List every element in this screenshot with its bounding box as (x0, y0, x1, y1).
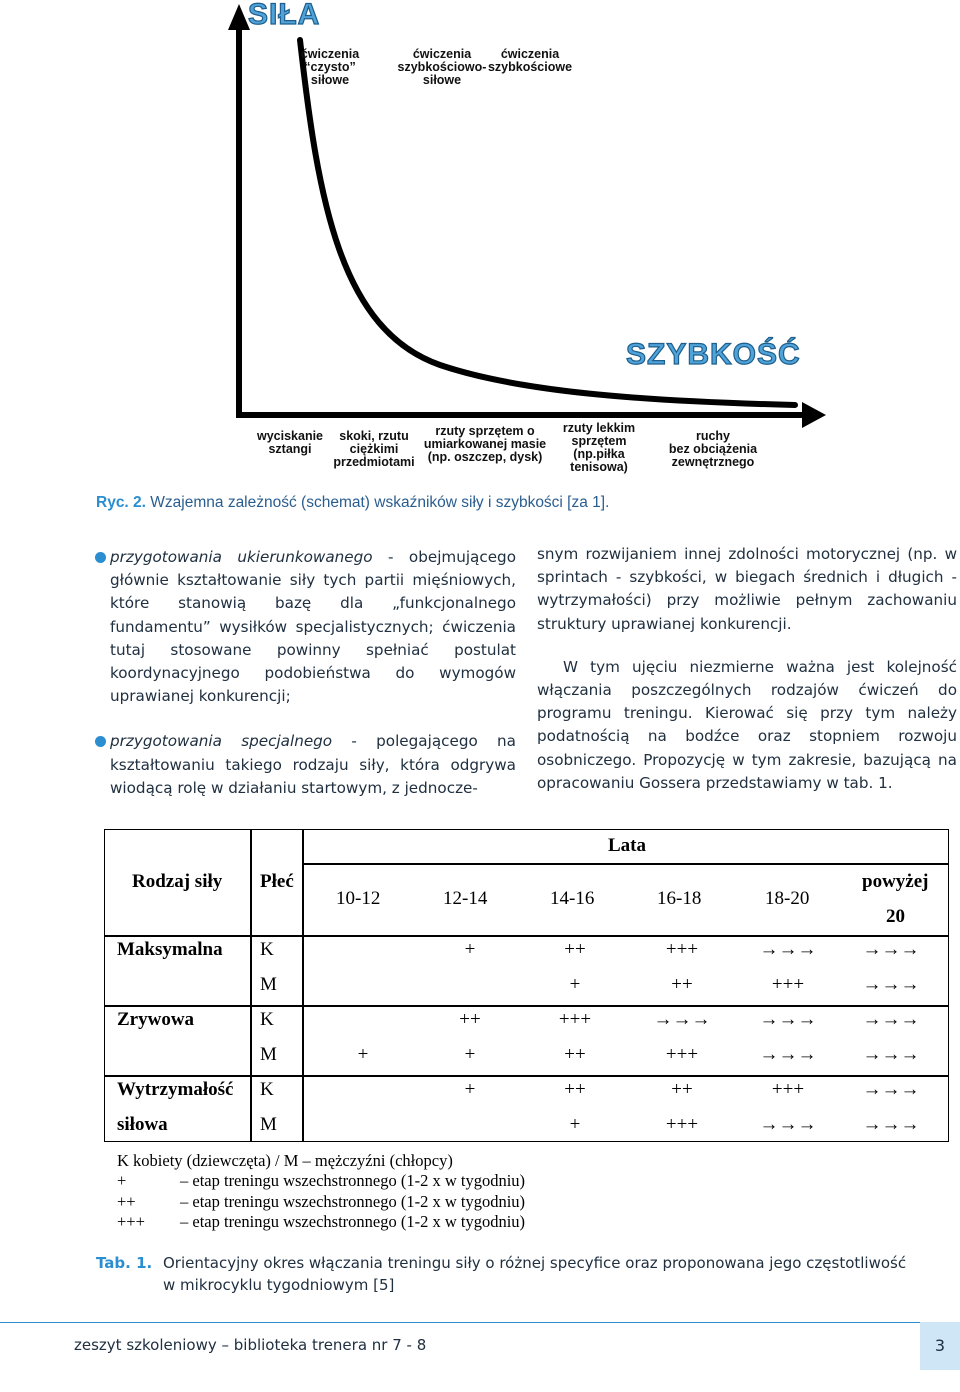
legend-row-plus-text: – etap treningu wszechstronnego (1-2 x w tygodniu) (180, 1171, 526, 1190)
legend-row-double-plus: ++ (117, 1192, 136, 1211)
cell-frequency: +++ (771, 1079, 805, 1100)
cell-arrows: →→→ (759, 1044, 817, 1065)
header-age-20: 20 (886, 906, 905, 927)
header-years: Lata (608, 835, 646, 856)
row-sex: K (260, 1079, 274, 1100)
row-strength-type: siłowa (117, 1114, 168, 1135)
bottom-label-light-throws: rzuty lekkim sprzętem (np.piłka tenisowa) (562, 421, 636, 474)
cell-frequency: ++ (459, 1009, 481, 1030)
list-item-directed-training (110, 546, 516, 708)
bottom-label-barbell-press: wyciskanie sztangi (256, 429, 323, 456)
legend-row-plus: + (117, 1171, 127, 1190)
legend-row-triple-plus: +++ (117, 1212, 145, 1231)
figure-strength-speed (0, 0, 960, 480)
table-line-col-type (250, 830, 252, 1141)
header-sex: Płeć (260, 871, 294, 892)
legend-row-sex: K kobiety (dziewczęta) / M – mężczyźni (chłopcy) (117, 1151, 453, 1170)
paragraph-continuation: snym rozwijaniem innej zdolności motorycznej (np. w sprintach - szybkości, w biegach średnich i długich - wytrzymałości) przy możliwie pełnym zachowaniu struktury uprawianej konkurencji. (537, 545, 957, 633)
header-age-16-18: 16-18 (657, 888, 702, 909)
y-axis-arrow-icon (228, 4, 250, 30)
cell-frequency: + (464, 1079, 476, 1100)
table-line-row3 (105, 1075, 948, 1077)
table-line-col-sex (302, 830, 304, 1141)
legend-row-double-plus-text: – etap treningu wszechstronnego (1-2 x w tygodniu) (180, 1192, 526, 1211)
cell-arrows: →→→ (862, 1044, 920, 1065)
axis-word-speed: SZYBKOŚĆ (626, 338, 801, 371)
cell-arrows: →→→ (862, 1114, 920, 1135)
axis-word-strength: SIŁA (248, 0, 321, 31)
cell-arrows: →→→ (862, 1079, 920, 1100)
term-directed-training: przygotowania ukierunkowanego (110, 548, 373, 566)
header-age-18-20: 18-20 (765, 888, 810, 909)
table-caption-number: Tab. 1. (96, 1254, 153, 1272)
figure-caption-text: Wzajemna zależność (schemat) wskaźników siły i szybkości [za 1]. (145, 494, 610, 511)
cell-frequency: ++ (671, 1079, 693, 1100)
cell-frequency: +++ (665, 1044, 699, 1065)
cell-arrows: →→→ (759, 1009, 817, 1030)
strength-training-table (104, 829, 949, 1142)
left-column (110, 546, 516, 800)
row-strength-type: Zrywowa (117, 1009, 195, 1030)
table-caption-text: Orientacyjny okres włączania treningu siły o różnej specyfice oraz proponowana jego częstotliwość w mikrocyklu tygodniowym [5] (163, 1254, 907, 1294)
row-strength-type: Wytrzymałość (117, 1079, 234, 1100)
table-legend (117, 1151, 637, 1235)
cell-arrows: →→→ (862, 974, 920, 995)
bottom-label-medium-throws: rzuty sprzętem o umiarkowanej masie (np. oszczep, dysk) (423, 424, 547, 464)
top-label-speed-strength-exercises: ćwiczenia szybkościowo- siłowe (397, 47, 487, 87)
cell-frequency: +++ (665, 939, 699, 960)
bottom-label-heavy-throws: skoki, rzutu ciężkimi przedmiotami (333, 429, 415, 469)
header-age-10-12: 10-12 (336, 888, 381, 909)
header-age-12-14: 12-14 (443, 888, 488, 909)
legend-row-triple-plus-text: – etap treningu wszechstronnego (1-2 x w tygodniu) (180, 1212, 526, 1231)
top-label-strength-exercises: ćwiczenia “czysto” siłowe (300, 47, 360, 87)
cell-frequency: ++ (564, 939, 586, 960)
row-sex: M (260, 1044, 277, 1065)
figure-caption-number: Ryc. 2. (96, 494, 146, 511)
bullet-dot-icon (95, 552, 106, 563)
cell-frequency: + (569, 974, 581, 995)
cell-frequency: + (569, 1114, 581, 1135)
table-line-header (105, 935, 948, 937)
cell-frequency: + (357, 1044, 369, 1065)
cell-frequency: ++ (564, 1079, 586, 1100)
header-age-14-16: 14-16 (550, 888, 595, 909)
cell-frequency: +++ (771, 974, 805, 995)
row-sex: M (260, 974, 277, 995)
right-column (537, 543, 957, 795)
term-special-training: przygotowania specjalnego (110, 732, 333, 751)
bullet-dot-icon (95, 736, 106, 747)
cell-frequency: +++ (665, 1114, 699, 1135)
row-sex: K (260, 939, 274, 960)
table-line-row2 (105, 1005, 948, 1007)
cell-arrows: →→→ (759, 1114, 817, 1135)
cell-arrows: →→→ (759, 939, 817, 960)
header-strength-type: Rodzaj siły (132, 871, 223, 892)
paragraph-sequence: W tym ujęciu niezmierne ważna jest kolejność włączania poszczególnych rodzajów ćwiczeń do programu treningu. Kierować się przy tym należy podatnością na bodźce oraz stopniem rozwoju osobniczego. Propozycję w tym zakresie, bazującą na opracowaniu Gossera przedstawiamy w tab. 1. (537, 657, 957, 792)
cell-frequency: +++ (558, 1009, 592, 1030)
cell-arrows: →→→ (653, 1009, 711, 1030)
cell-arrows: →→→ (862, 1009, 920, 1030)
cell-arrows: →→→ (862, 939, 920, 960)
row-sex: M (260, 1114, 277, 1135)
figure-caption (96, 494, 609, 512)
table-line-lata (302, 863, 948, 865)
cell-frequency: ++ (564, 1044, 586, 1065)
page-number: 3 (934, 1336, 946, 1355)
cell-frequency: + (464, 939, 476, 960)
x-axis-arrow-icon (802, 402, 826, 428)
list-item-special-training (110, 730, 516, 800)
footer-rule (0, 1322, 960, 1323)
footer-publication: zeszyt szkoleniowy – biblioteka trenera nr 7 - 8 (74, 1336, 427, 1354)
top-label-speed-exercises: ćwiczenia szybkościowe (487, 47, 573, 74)
cell-frequency: + (464, 1044, 476, 1065)
bottom-label-unloaded-moves: ruchy bez obciążenia zewnętrznego (668, 429, 758, 469)
row-strength-type: Maksymalna (117, 939, 223, 960)
header-age-above: powyżej (862, 871, 929, 892)
row-sex: K (260, 1009, 274, 1030)
text-special-training: - polegającego na kształtowaniu takiego rodzaju siły, która odgrywa wiodącą rolę w działaniu startowym, z jednocze- (110, 732, 516, 797)
text-directed-training: - obejmującego głównie kształtowanie siły tych partii mięśniowych, które stanowią bazę dla „funkcjonalnego fundamentu” wysiłków specjalistycznych; ćwiczenia tutaj stosowane powinny spełniać postulat koordynacyjnego podobieństwa do wymogów uprawianej konkurencji; (110, 548, 516, 706)
cell-frequency: ++ (671, 974, 693, 995)
